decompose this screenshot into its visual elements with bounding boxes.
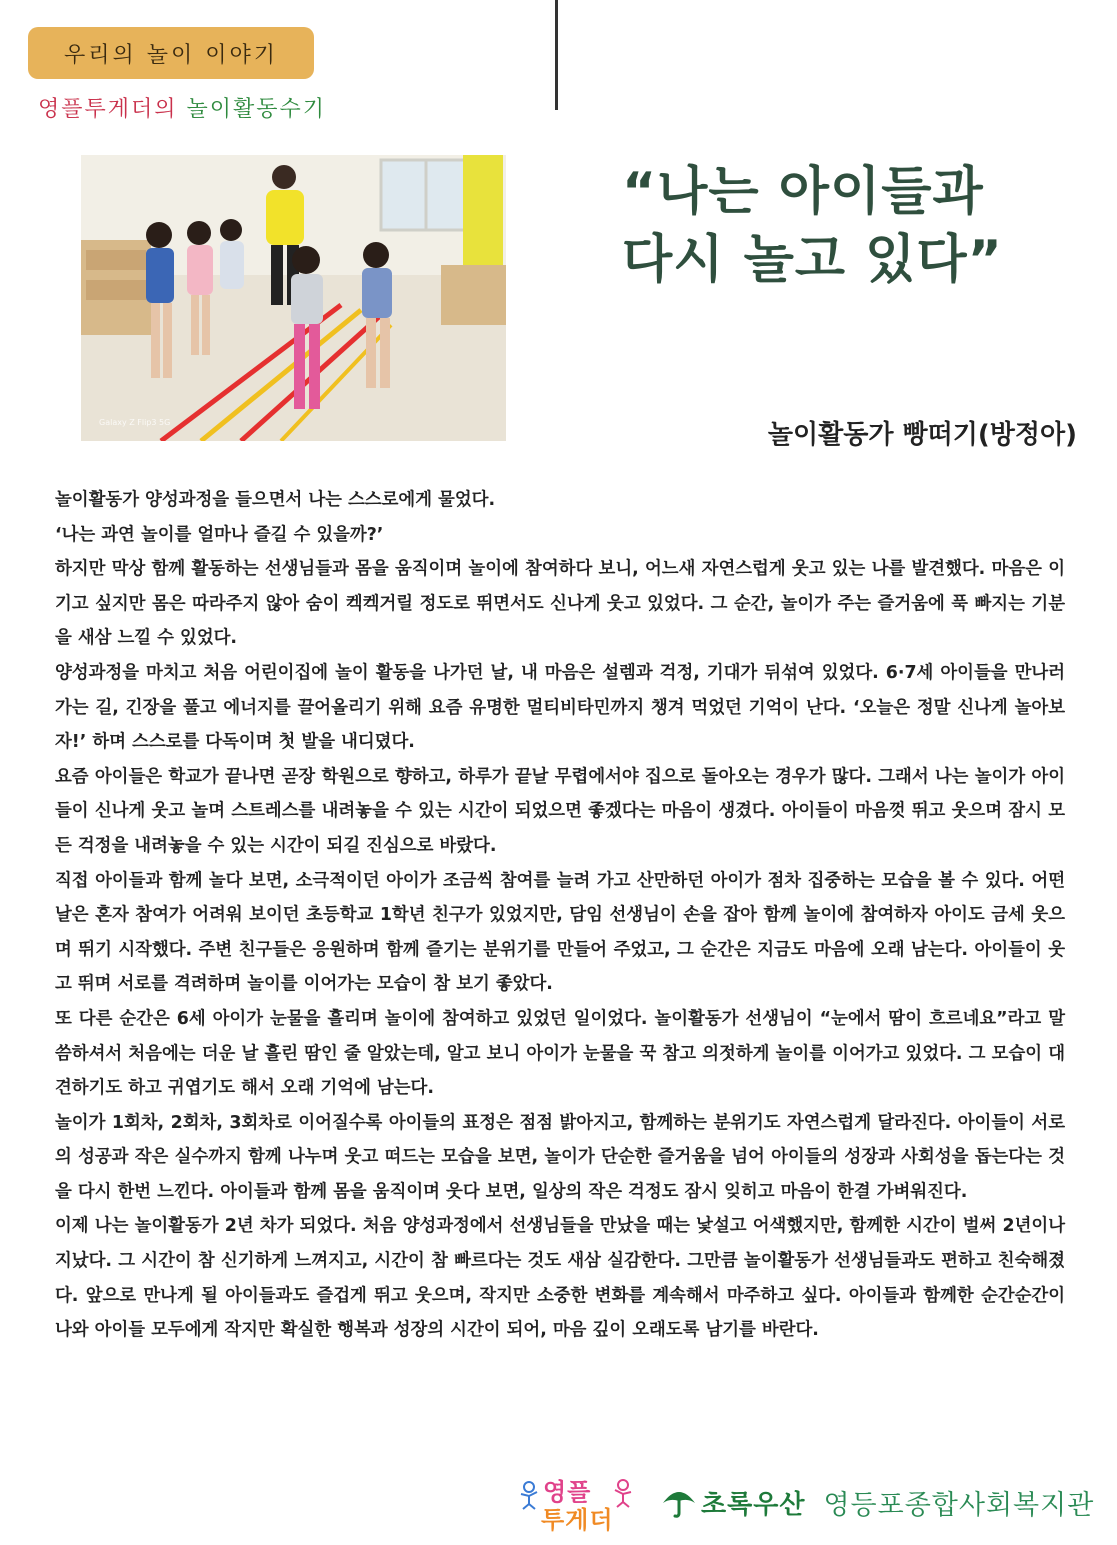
- body-paragraph: ‘나는 과연 놀이를 얼마나 즐길 수 있을까?’: [55, 524, 384, 545]
- quote-headline: [622, 158, 1092, 294]
- footer-logos: [515, 1472, 1100, 1532]
- body-paragraph: 하지만 막상 함께 활동하는 선생님들과 몸을 움직이며 놀이에 참여하다 보니, 어느새 자연스럽게 웃고 있는 나를 발견했다. 마음은 이기고 싶지만 몸은 따라주지 않아 숨이 켁켁거릴 정도로 뛰면서도 신나게 웃고 있었다. 그 순간, 놀이가 주는 즐거움에 푹 빠지는 기분을 새삼 느낄 수 있었다.: [55, 559, 1065, 649]
- kid-figure-icon: [611, 1478, 635, 1508]
- kid-figure-icon: [517, 1480, 541, 1510]
- photo-illustration: [81, 155, 506, 441]
- article-subtitle: [38, 92, 326, 123]
- body-paragraph: 직접 아이들과 함께 놀다 보면, 소극적이던 아이가 조금씩 참여를 늘려 가고 산만하던 아이가 점차 집중하는 모습을 볼 수 있다. 어떤 날은 혼자 참여가 어려워 보이던 초등학교 1학년 친구가 있었지만, 담임 선생님이 손을 잡아 함께 놀이에 참여하자 아이도 금세 웃으며 뛰기 시작했다. 주변 친구들은 응원하며 함께 즐기는 분위기를 만들어 주었고, 그 순간은 지금도 마음에 오래 남는다. 아이들이 웃고 뛰며 서로를 격려하며 놀이를 이어가는 모습이 참 보기 좋았다.: [55, 870, 1065, 995]
- quote-line-2: 다시 놀고 있다”: [622, 230, 1003, 290]
- young-play-together-logo: [515, 1472, 633, 1532]
- activity-photo: [81, 155, 506, 441]
- logo-line-2: 투게더: [541, 1506, 614, 1534]
- body-paragraph: 양성과정을 마치고 처음 어린이집에 놀이 활동을 나가던 날, 내 마음은 설렘과 걱정, 기대가 뒤섞여 있었다. 6·7세 아이들을 만나러 가는 길, 긴장을 풀고 에너지를 끌어올리기 위해 요즘 유명한 멀티비타민까지 챙겨 먹었던 기억이 난다. ‘오늘은 정말 신나게 놀아보자!’ 하며 스스로를 다독이며 첫 발을 내디뎠다.: [55, 662, 1065, 753]
- header-divider: [555, 0, 558, 110]
- author-byline: 놀이활동가 빵떠기(방정아): [767, 420, 1077, 450]
- green-umbrella-logo: [661, 1484, 805, 1521]
- photo-watermark: Galaxy Z Flip3 5G: [99, 418, 171, 427]
- green-umbrella-name: 초록우산: [701, 1489, 806, 1520]
- body-paragraph: 이제 나는 놀이활동가 2년 차가 되었다. 처음 양성과정에서 선생님들을 만났을 때는 낯설고 어색했지만, 함께한 시간이 벌써 2년이나 지났다. 그 시간이 참 신기하게 느껴지고, 시간이 참 빠르다는 것도 새삼 실감한다. 그만큼 놀이활동가 선생님들과도 편하고 친숙해졌다. 앞으로 만나게 될 아이들과도 즐겁게 뛰고 웃으며, 작지만 소중한 변화를 계속해서 마주하고 싶다. 아이들과 함께한 순간순간이 나와 아이들 모두에게 작지만 확실한 행복과 성장의 시간이 되어, 마음 깊이 오래도록 남기를 바란다.: [55, 1216, 1065, 1341]
- subtitle-part2: 놀이활동수기: [186, 97, 327, 122]
- section-tag-text: 우리의 놀이 이야기: [63, 42, 278, 68]
- body-paragraph: 놀이활동가 양성과정을 들으면서 나는 스스로에게 물었다.: [55, 490, 496, 510]
- section-tag-badge: [28, 27, 314, 79]
- welfare-center-name: 영등포종합사회복지관: [823, 1489, 1095, 1521]
- subtitle-part1: 영플투게더의: [38, 97, 178, 122]
- body-paragraph: 요즘 아이들은 학교가 끝나면 곧장 학원으로 향하고, 하루가 끝날 무렵에서야 집으로 돌아오는 경우가 많다. 그래서 나는 놀이가 아이들이 신나게 웃고 놀며 스트레스를 내려놓을 수 있는 시간이 되었으면 좋겠다는 마음이 생겼다. 아이들이 마음껏 뛰고 웃으며 잠시 모든 걱정을 내려놓을 수 있는 시간이 되길 진심으로 바랐다.: [55, 766, 1065, 856]
- green-umbrella-icon: [661, 1485, 697, 1519]
- logo-line-1: 영플: [543, 1478, 592, 1506]
- body-paragraph: 놀이가 1회차, 2회차, 3회차로 이어질수록 아이들의 표정은 점점 밝아지고, 함께하는 분위기도 자연스럽게 달라진다. 아이들이 서로의 성공과 작은 실수까지 함께 나누며 웃고 떠드는 모습을 보면, 놀이가 단순한 즐거움을 넘어 아이들의 성장과 사회성을 돕는다는 것을 다시 한번 느낀다. 아이들과 함께 몸을 움직이며 웃다 보면, 일상의 작은 걱정도 잠시 잊히고 마음이 한결 가벼워진다.: [55, 1112, 1065, 1202]
- article-body: [55, 483, 1065, 1348]
- quote-line-1: “나는 아이들과: [622, 162, 984, 222]
- body-paragraph: 또 다른 순간은 6세 아이가 눈물을 흘리며 놀이에 참여하고 있었던 일이었다. 놀이활동가 선생님이 “눈에서 땀이 흐르네요”라고 말씀하셔서 처음에는 더운 날 흘린 땀인 줄 알았는데, 알고 보니 아이가 눈물을 꾹 참고 의젓하게 놀이를 이어가고 있었다. 그 모습이 대견하기도 하고 귀엽기도 해서 오래 기억에 남는다.: [55, 1008, 1065, 1099]
